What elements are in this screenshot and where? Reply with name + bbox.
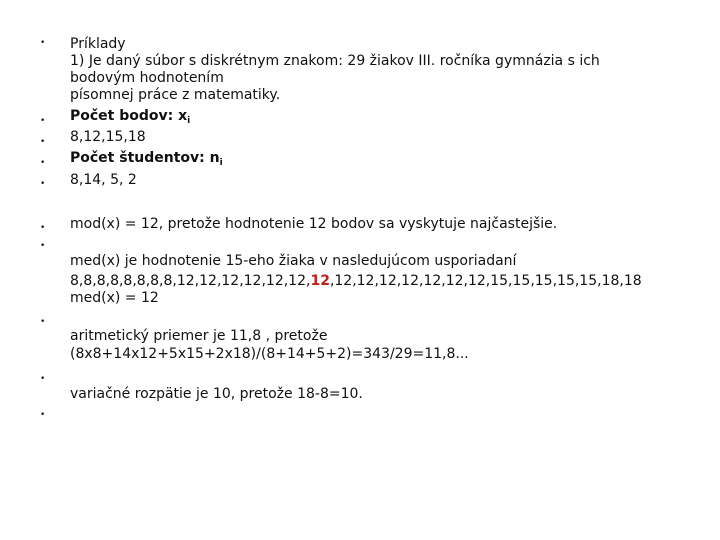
mode-statement: mod(x) = 12, pretože hodnotenie 12 bodov sa vyskytuje najčastejšie. [70, 216, 558, 232]
task-text-line-1: 1) Je daný súbor s diskrétnym znakom: 29 žiakov III. ročníka gymnázia s ich [70, 53, 600, 69]
bullet: • [40, 223, 46, 233]
bullet: • [40, 38, 46, 48]
bullet: • [40, 374, 46, 384]
mean-statement: aritmetický priemer je 11,8 , pretože [70, 328, 328, 344]
points-label-text: Počet bodov: x [70, 108, 188, 124]
bullet: • [40, 158, 46, 168]
points-subscript: i [187, 116, 191, 126]
bullet: • [40, 241, 46, 251]
students-label-text: Počet študentov: n [70, 150, 220, 166]
points-values: 8,12,15,18 [70, 129, 146, 145]
students-values: 8,14, 5, 2 [70, 172, 137, 188]
slide-title: Príklady [70, 36, 126, 52]
mean-calculation: (8x8+14x12+5x15+2x18)/(8+14+5+2)=343/29=11,8... [70, 346, 469, 362]
median-sequence [70, 273, 642, 289]
median-highlight-value: 12 [310, 273, 330, 289]
median-sequence-before: 8,8,8,8,8,8,8,8,12,12,12,12,12,12, [70, 273, 311, 289]
median-result: med(x) = 12 [70, 290, 159, 306]
bullet: • [40, 116, 46, 126]
bullet: • [40, 410, 46, 420]
task-text-line-2: bodovým hodnotením [70, 70, 224, 86]
students-label [70, 150, 223, 171]
median-intro: med(x) je hodnotenie 15-eho žiaka v nasledujúcom usporiadaní [70, 253, 517, 269]
task-text-line-3: písomnej práce z matematiky. [70, 87, 281, 103]
students-subscript: i [219, 158, 223, 168]
bullet: • [40, 179, 46, 189]
bullet: • [40, 137, 46, 147]
bullet: • [40, 317, 46, 327]
range-statement: variačné rozpätie je 10, pretože 18-8=10. [70, 386, 363, 402]
median-sequence-after: ,12,12,12,12,12,12,12,15,15,15,15,15,18,18 [329, 273, 642, 289]
points-label [70, 108, 190, 129]
